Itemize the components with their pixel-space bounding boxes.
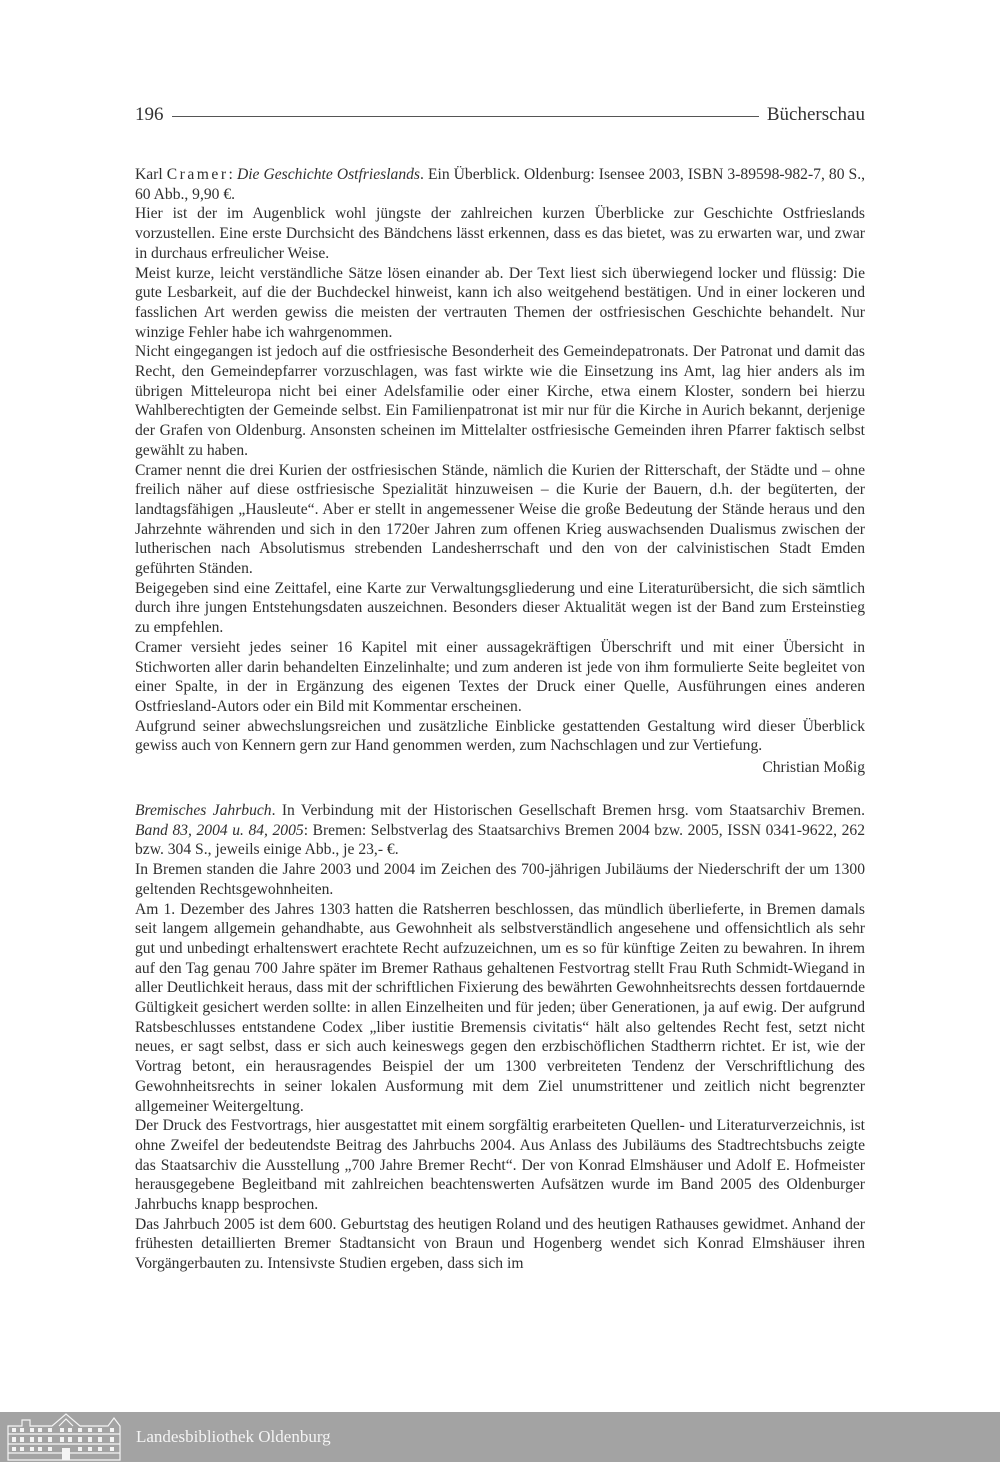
header-rule (172, 116, 759, 117)
author-last-name: Cramer (166, 166, 229, 183)
citation-details: . In Verbindung mit der Historischen Gesellschaft Bremen hrsg. vom Staatsarchiv Bremen. (271, 802, 865, 819)
paragraph: Am 1. Dezember des Jahres 1303 hatten die Ratsherren beschlossen, das mündlich überlieferte, in Bremen damals seit langem allgemein gehandhabte, aus Gewohnheit als selbstverständlich angesehene und offensichtlich als sehr gut und unbedingt erhaltenswert erachtete Recht aufzuzeichnen, um es so für künftige Zeiten zu bewahren. In ihrem auf den Tag genau 700 Jahre später im Bremer Rathaus gehaltenen Festvortrag stellt Frau Ruth Schmidt-Wiegand in aller Deutlichkeit heraus, dass mit der schriftlichen Fixierung des bewährten Gewohnheitsrechts dessen fortdauernde Gültigkeit gesichert werden sollte: in allen Einzelheiten und für jeden; über Generationen, ja auf ewig. Der aufgrund Ratsbeschlusses entstandene Codex „liber iustitie Bremensis civitatis“ hält also geltendes Recht fest, setzt nicht neues, er sagt selbst, dass er sich auch keineswegs gegen den erzbischöflichen Stadtherrn richtet. Er ist, wie der Vortrag betont, ein herausragendes Beispiel der um 1300 verbreiteten Tendenz der Verschriftlichung des Gewohnheitsrechts in seiner lokalen Ausformung mit dem Ziel unumstrittener und zeitlich nicht begrenzter allgemeiner Weitergeltung. (135, 900, 865, 1115)
review-cramer (135, 165, 865, 778)
section-title: Bücherschau (766, 104, 865, 125)
volume-info: Band 83, 2004 u. 84, 2005 (135, 821, 304, 839)
citation (135, 801, 865, 860)
page-number: 196 (135, 104, 164, 125)
book-title: Bremisches Jahrbuch (135, 802, 272, 819)
paragraph: Beigegeben sind eine Zeittafel, eine Karte zur Verwaltungsgliederung und eine Literaturübersicht, die sich sämtlich durch ihre jungen Entstehungsdaten auszeichnen. Besonders dieser Aktualität wegen ist der Band zum Ersteinstieg zu empfehlen. (135, 579, 865, 637)
page-header (135, 100, 865, 130)
citation-details: . Ein Überblick. Oldenburg: Isensee 2003, ISBN 3-89598-982-7, 80 S., 60 Abb., 9,90 €. (135, 166, 866, 203)
library-building-icon (4, 1412, 126, 1462)
paragraph: Aufgrund seiner abwechslungsreichen und zusätzliche Einblicke gestattenden Gestaltung wird dieser Überblick gewiss auch von Kennern gern zur Hand genommen werden, zum Nachschlagen und zur Vertiefung. (135, 717, 865, 755)
review-bremisches-jahrbuch (135, 801, 865, 1274)
paragraph: Meist kurze, leicht verständliche Sätze lösen einander ab. Der Text liest sich überwiegend locker und flüssig: Die gute Lesbarkeit, auf die der Buchdeckel hinweist, kann ich also weitgehend bestätigen. Und in einer lockeren und fasslichen Art werden gewiss die meisten der vertrauten Themen der ostfriesischen Geschichte behandelt. Nur winzige Fehler habe ich wahrgenommen. (135, 264, 865, 341)
book-title: Die Geschichte Ostfrieslands (236, 166, 421, 183)
paragraph: In Bremen standen die Jahre 2003 und 2004 im Zeichen des 700-jährigen Jubiläums der Niederschrift der um 1300 geltenden Rechtsgewohnheiten. (135, 861, 865, 898)
paragraph: Hier ist der im Augenblick wohl jüngste der zahlreichen kurzen Überblicke zur Geschichte Ostfrieslands vorzustellen. Eine erste Durchsicht des Bändchens lässt erkennen, dass es das bietet, was zu erwarten war, und zwar in durchaus erfreulicher Weise. (135, 205, 865, 262)
paragraph: Das Jahrbuch 2005 ist dem 600. Geburtstag des heutigen Roland und des heutigen Rathauses gewidmet. Anhand der frühesten detaillierten Bremer Stadtansicht von Braun und Hogenberg wendet sich Konrad Elmshäuser ihren Vorgängerbauten zu. Intensivste Studien ergeben, dass sich im (135, 1215, 865, 1273)
footer-bar (0, 1412, 1000, 1462)
author-first-name: Karl (135, 166, 163, 183)
paragraph: Nicht eingegangen ist jedoch auf die ostfriesische Besonderheit des Gemeindepatronats. Der Patronat und damit das Recht, den Gemeindepfarrer vorzuschlagen, was fast wirkte wie die Einsetzung ins Amt, lag hier anders als im übrigen Mitteleuropa nicht bei einer Adelsfamilie oder einer Kirche, etwa einem Kloster, sondern bei hierzu Wahlberechtigten der Gemeinde selbst. Ein Familienpatronat ist mir nur für die Kirche in Aurich bekannt, derjenige der Grafen von Oldenburg. Ansonsten scheinen im Mittelalter ostfriesische Gemeinden ihren Pfarrer faktisch selbst gewählt zu haben. (135, 343, 865, 459)
paragraph: Cramer versieht jedes seiner 16 Kapitel mit einer aussagekräftigen Überschrift und mit einer Übersicht in Stichworten aller darin behandelten Einzelinhalte; und zum anderen ist jede von ihm formulierte Seite begleitet von einer Spalte, in der in Ergänzung des eigenen Textes der Druck einer Quelle, Ausführungen eines anderen Ostfriesland-Autors oder ein Bild mit Kommentar erscheinen. (135, 638, 865, 715)
citation (135, 165, 865, 204)
reviewer-signature: Christian Moßig (762, 759, 865, 777)
paragraph: Cramer nennt die drei Kurien der ostfriesischen Stände, nämlich die Kurien der Ritterschaft, der Städte und – ohne freilich näher auf diese ostfriesische Spezialität hinzuweisen – die Kurie der Bauern, d.h. der begüterten, der landtagsfähigen „Hausleute“. Aber er stellt in angemessener Weise die große Bedeutung der Stände heraus und den Jahrzehnte währenden und sich in den 1720er Jahren zum offenen Krieg auswachsenden Dualismus zwischen der lutherischen nach Absolutismus strebenden Landesherrschaft und den von der calvinistischen Stadt Emden geführten Ständen. (135, 461, 865, 578)
library-name: Landesbibliothek Oldenburg (136, 1427, 331, 1446)
citation-separator: : (228, 166, 237, 183)
paragraph: Der Druck des Festvortrags, hier ausgestattet mit einem sorgfältig erarbeiteten Quellen- und Literaturverzeichnis, ist ohne Zweifel der bedeutendste Beitrag des Jahrbuchs 2004. Aus Anlass des Jubiläums des Stadtrechtsbuchs zeigte das Staatsarchiv die Ausstellung „700 Jahre Bremer Recht“. Der von Konrad Elmshäuser und Adolf E. Hofmeister herausgegebene Begleitband mit zahlreichen beachtenswerten Aufsätzen wurde im Band 2005 des Oldenburger Jahrbuchs knapp besprochen. (135, 1117, 865, 1214)
citation-publisher: : Bremen: Selbstverlag des Staatsarchivs Bremen 2004 bzw. 2005, ISSN 0341-9622, 262 bzw. 304 S., jeweils einige Abb., je 23,- €. (135, 821, 865, 859)
